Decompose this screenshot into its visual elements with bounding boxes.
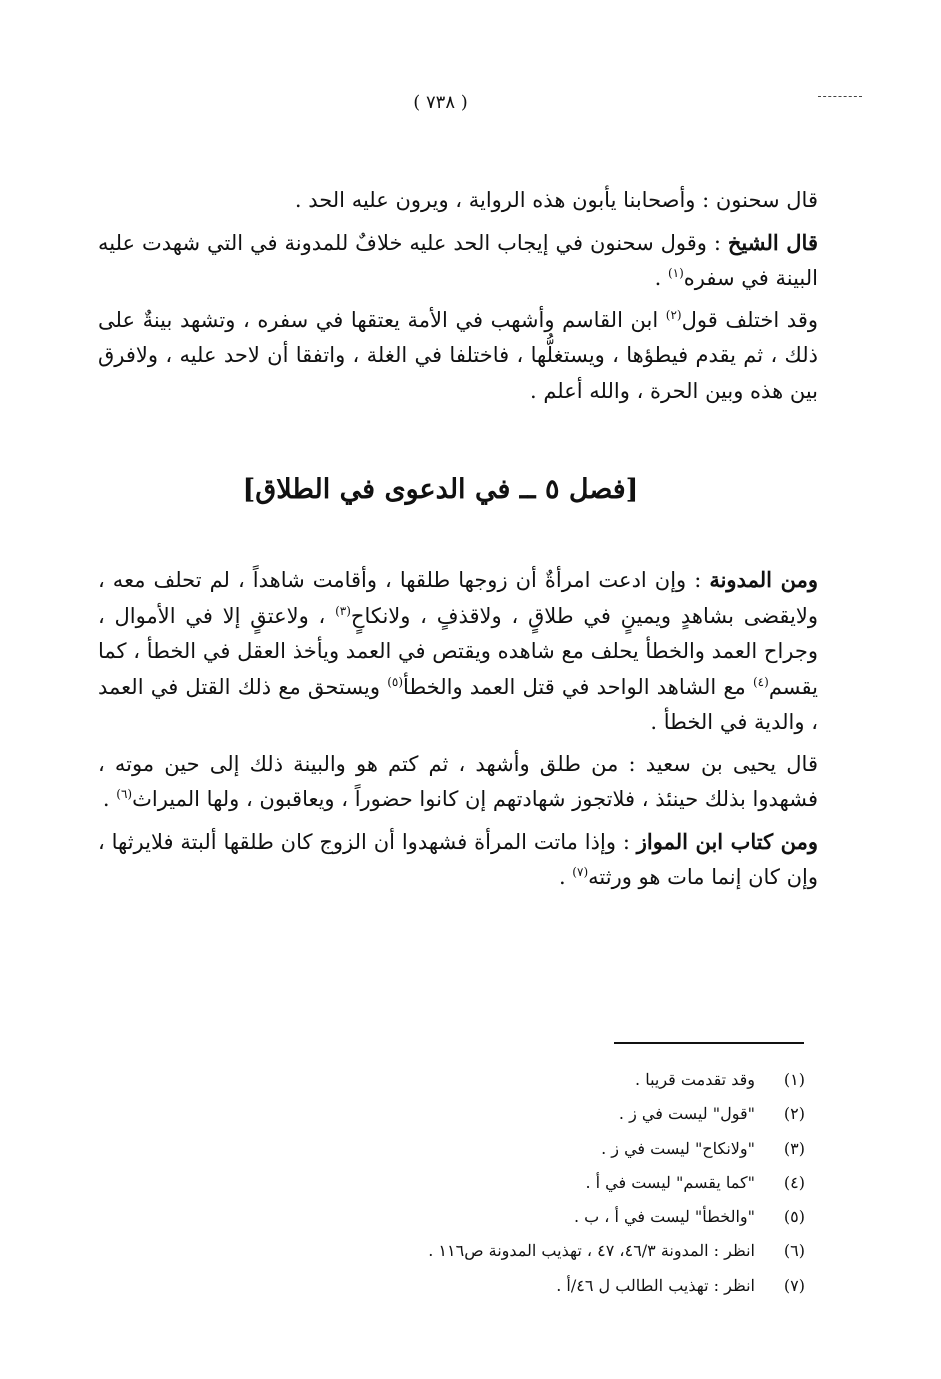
footnote-number: (٦) [783, 1241, 805, 1261]
footnote-number: (٣) [783, 1138, 805, 1158]
footnote-text: وقد تقدمت قريبا . [635, 1070, 755, 1089]
paragraph-yahya [98, 747, 818, 818]
paragraph-text-cont: مع الشاهد الواحد في قتل العمد والخطأ [403, 674, 753, 699]
paragraph-text: : وإن ادعت امرأةٌ أن زوجها طلقها ، وأقامت شاهداً ، لم تحلف معه ، ولايقضى بشاهدٍ ويمينٍ في طلاقٍ ، ولاقذفٍ ، ولانكاحٍ [98, 568, 818, 628]
text-block-bottom [98, 562, 818, 902]
lead-phrase: قال الشيخ [727, 229, 818, 255]
paragraph-ibn-mawwaz [98, 824, 818, 896]
paragraph-text: : وقول سحنون في إيجاب الحد عليه خلافٌ للمدونة في التي شهدت عليه البينة في سفره [98, 230, 818, 290]
footnote-ref-7[interactable]: (٧) [572, 865, 589, 879]
text-block-top [98, 183, 818, 415]
lead-phrase: ومن كتاب ابن المواز [636, 828, 818, 854]
paragraph-text: : وإذا ماتت المرأة فشهدوا أن الزوج كان طلقها ألبتة فلايرثها ، وإن كان إنما مات هو ورثته [98, 829, 818, 889]
sentence-end: . [102, 787, 117, 811]
footnote-divider [614, 1042, 804, 1044]
footnote-number: (٥) [783, 1207, 805, 1227]
footnote-item [300, 1063, 805, 1097]
paragraph-text-cont: ويستحق مع ذلك القتل في العمد ، والدية في الخطأ . [98, 674, 818, 734]
footnote-item [300, 1269, 805, 1303]
paragraph-sahnun [98, 183, 818, 219]
footnote-text: "والخطأ" ليست في أ ، ب . [573, 1207, 755, 1227]
footnote-number: (٤) [783, 1172, 805, 1192]
footnote-ref-4[interactable]: (٤) [752, 674, 769, 689]
footnote-ref-5[interactable]: (٥) [387, 674, 404, 689]
footnote-item [300, 1234, 805, 1268]
footnote-number: (٧) [783, 1275, 805, 1295]
footnote-text: انظر : تهذيب الطالب ل ٤٦/أ . [556, 1275, 755, 1295]
footnote-text: "قول" ليست في ز . [618, 1104, 755, 1124]
paragraph-text: قال سحنون : وأصحابنا يأبون هذه الرواية ، ويرون عليه الحد . [294, 188, 818, 212]
footnote-number: (٢) [783, 1104, 805, 1124]
footnote-item [300, 1200, 805, 1234]
footnote-ref-3[interactable]: (٣) [335, 603, 351, 618]
section-heading: [فصل ٥ ــ في الدعوى في الطلاق] [242, 474, 639, 505]
paragraph-text-cont: ابن القاسم وأشهب في الأمة يعتقها في سفره ، وتشهد بينةٌ على ذلك ، ثم يقدم فيطؤها ، ويستغلُّها ، فاختلفا في الغلة ، واتفقا أن لاحد عليه ، ولافرق بين هذه وبين الحرة ، والله أعلم . [98, 307, 818, 403]
footnote-ref-1[interactable]: (١) [667, 266, 684, 280]
footnote-ref-2[interactable]: (٢) [665, 307, 682, 322]
lead-phrase: ومن المدونة [709, 567, 819, 592]
footnote-text: "كما يقسم" ليست في أ . [585, 1172, 755, 1192]
paragraph-ikhtilaf [98, 303, 818, 410]
footnote-text: انظر : المدونة ٤٦/٣، ٤٧ ، تهذيب المدونة ص١١٦ . [428, 1241, 755, 1261]
paragraph-text: وقد اختلف قول [681, 307, 819, 332]
page-number: ( ٧٣٨ ) [413, 92, 468, 113]
footnotes-list [300, 1063, 805, 1303]
paragraph-text-cont: ، ولاعتقٍ إلا في الأموال ، وجراح العمد والخطأ يحلف مع شاهده ويقتص في العمد ويأخذ العقل في الخطأ ، كما يقسم [98, 603, 818, 699]
footnote-number: (١) [783, 1070, 805, 1089]
footnote-text: "ولانكاح" ليست في ز . [601, 1138, 755, 1158]
sentence-end: . [558, 865, 573, 889]
paragraph-shaykh [98, 225, 818, 297]
footnote-item [300, 1132, 805, 1166]
sentence-end: . [654, 266, 668, 290]
footnote-ref-6[interactable]: (٦) [116, 787, 133, 801]
paragraph-mudawwana [98, 562, 818, 741]
footnote-item [300, 1097, 805, 1131]
footnote-item [300, 1166, 805, 1200]
paragraph-text: قال يحيى بن سعيد : من طلق وأشهد ، ثم كتم هو والبينة ذلك إلى حين موته ، فشهدوا بذلك حينئذ ، فلاتجوز شهادتهم إن كانوا حضوراً ، ويعاقبون ، ولها الميراث [98, 751, 818, 811]
